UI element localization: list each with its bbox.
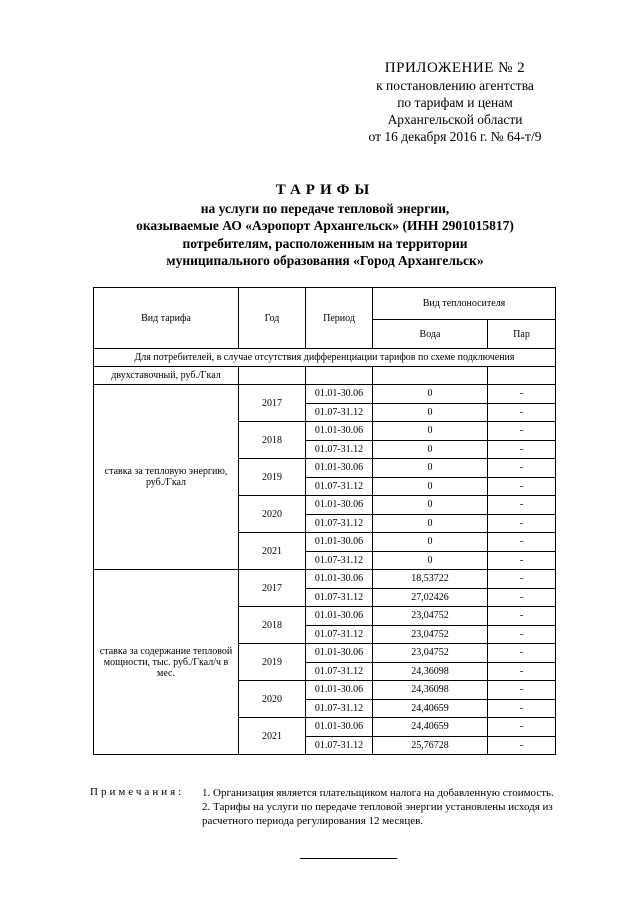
water-cell: 27,02426 <box>373 588 488 607</box>
empty-cell <box>239 367 306 385</box>
header-carrier: Вид теплоносителя <box>373 288 556 320</box>
appendix-heading: ПРИЛОЖЕНИЕ № 2 <box>384 60 526 76</box>
water-cell: 0 <box>373 422 488 441</box>
water-cell: 24,40659 <box>373 718 488 737</box>
period-cell: 01.07-31.12 <box>306 699 373 718</box>
two-part-label: двухставочный, руб./Гкал <box>94 367 239 385</box>
title-main: ТАРИФЫ <box>275 182 375 198</box>
period-cell: 01.01-30.06 <box>306 718 373 737</box>
header-steam: Пар <box>488 320 556 349</box>
section-note: Для потребителей, в случае отсутствия дифференциации тарифов по схеме подключения <box>94 349 556 367</box>
water-cell: 25,76728 <box>373 736 488 755</box>
note-item: 1. Организация является плательщиком налога на добавленную стоимость. <box>202 787 554 799</box>
steam-cell: - <box>488 699 556 718</box>
steam-cell: - <box>488 385 556 404</box>
title-line-4: муниципального образования «Город Архангельск» <box>166 253 484 268</box>
water-cell: 23,04752 <box>373 607 488 626</box>
table-row <box>94 385 556 404</box>
empty-cell <box>488 367 556 385</box>
water-cell: 23,04752 <box>373 625 488 644</box>
empty-cell <box>373 367 488 385</box>
year-cell: 2020 <box>239 681 306 718</box>
notes <box>202 786 597 828</box>
appendix-line-4: от 16 декабря 2016 г. № 64-т/9 <box>368 129 542 144</box>
year-cell: 2021 <box>239 533 306 570</box>
water-cell: 24,36098 <box>373 681 488 700</box>
document-title <box>90 182 560 270</box>
steam-cell: - <box>488 551 556 570</box>
title-line-1: на услуги по передаче тепловой энергии, <box>200 200 450 216</box>
water-cell: 0 <box>373 551 488 570</box>
period-cell: 01.07-31.12 <box>306 736 373 755</box>
water-cell: 24,36098 <box>373 662 488 681</box>
header-tariff-type: Вид тарифа <box>94 288 239 349</box>
steam-cell: - <box>488 440 556 459</box>
period-cell: 01.01-30.06 <box>306 533 373 552</box>
water-cell: 0 <box>373 440 488 459</box>
period-cell: 01.01-30.06 <box>306 570 373 589</box>
steam-cell: - <box>488 496 556 515</box>
tariff-group-label: ставка за тепловую энергию, руб./Гкал <box>94 385 239 570</box>
steam-cell: - <box>488 533 556 552</box>
period-cell: 01.01-30.06 <box>306 681 373 700</box>
period-cell: 01.01-30.06 <box>306 385 373 404</box>
note-item: 2. Тарифы на услуги по передаче тепловой энергии установлены исходя из расчетного периода регулирования 12 месяцев. <box>202 801 553 827</box>
period-cell: 01.07-31.12 <box>306 625 373 644</box>
year-cell: 2019 <box>239 459 306 496</box>
steam-cell: - <box>488 718 556 737</box>
period-cell: 01.01-30.06 <box>306 644 373 663</box>
year-cell: 2017 <box>239 570 306 607</box>
title-line-3: потребителям, расположенным на территории <box>182 235 468 251</box>
period-cell: 01.01-30.06 <box>306 422 373 441</box>
steam-cell: - <box>488 422 556 441</box>
header-year: Год <box>239 288 306 349</box>
steam-cell: - <box>488 607 556 626</box>
water-cell: 23,04752 <box>373 644 488 663</box>
year-cell: 2021 <box>239 718 306 755</box>
period-cell: 01.07-31.12 <box>306 551 373 570</box>
period-cell: 01.01-30.06 <box>306 496 373 515</box>
year-cell: 2019 <box>239 644 306 681</box>
water-cell: 0 <box>373 514 488 533</box>
steam-cell: - <box>488 736 556 755</box>
steam-cell: - <box>488 588 556 607</box>
period-cell: 01.07-31.12 <box>306 440 373 459</box>
period-cell: 01.07-31.12 <box>306 514 373 533</box>
water-cell: 0 <box>373 403 488 422</box>
water-cell: 24,40659 <box>373 699 488 718</box>
period-cell: 01.01-30.06 <box>306 607 373 626</box>
signature-line <box>300 858 397 859</box>
year-cell: 2018 <box>239 607 306 644</box>
period-cell: 01.07-31.12 <box>306 403 373 422</box>
title-line-2: оказываемые АО «Аэропорт Архангельск» (ИНН 2901015817) <box>136 218 514 233</box>
steam-cell: - <box>488 644 556 663</box>
steam-cell: - <box>488 514 556 533</box>
year-cell: 2018 <box>239 422 306 459</box>
period-cell: 01.07-31.12 <box>306 588 373 607</box>
steam-cell: - <box>488 477 556 496</box>
notes-label: Примечания: <box>90 786 185 798</box>
appendix-line-1: к постановлению агентства <box>376 78 534 93</box>
water-cell: 18,53722 <box>373 570 488 589</box>
period-cell: 01.07-31.12 <box>306 477 373 496</box>
table-row <box>94 570 556 589</box>
period-cell: 01.01-30.06 <box>306 459 373 478</box>
header-period: Период <box>306 288 373 349</box>
steam-cell: - <box>488 459 556 478</box>
water-cell: 0 <box>373 459 488 478</box>
tariffs-table <box>93 287 556 755</box>
steam-cell: - <box>488 625 556 644</box>
appendix-line-3: Архангельской области <box>387 112 523 127</box>
year-cell: 2017 <box>239 385 306 422</box>
year-cell: 2020 <box>239 496 306 533</box>
water-cell: 0 <box>373 477 488 496</box>
water-cell: 0 <box>373 533 488 552</box>
steam-cell: - <box>488 403 556 422</box>
steam-cell: - <box>488 662 556 681</box>
water-cell: 0 <box>373 496 488 515</box>
empty-cell <box>306 367 373 385</box>
appendix-line-2: по тарифам и ценам <box>397 95 513 110</box>
period-cell: 01.07-31.12 <box>306 662 373 681</box>
tariff-group-label: ставка за содержание тепловой мощности, тыс. руб./Гкал/ч в мес. <box>94 570 239 755</box>
appendix-header <box>330 60 580 145</box>
header-water: Вода <box>373 320 488 349</box>
steam-cell: - <box>488 681 556 700</box>
steam-cell: - <box>488 570 556 589</box>
water-cell: 0 <box>373 385 488 404</box>
